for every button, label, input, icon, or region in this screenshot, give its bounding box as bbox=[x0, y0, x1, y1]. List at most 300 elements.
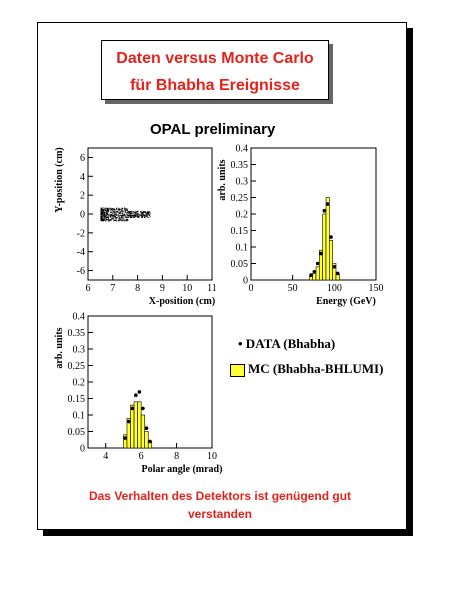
polar-ytick-label: 0.35 bbox=[67, 328, 85, 339]
scatter-point bbox=[147, 217, 148, 218]
scatter-point bbox=[114, 208, 115, 209]
scatter-point bbox=[106, 218, 107, 219]
scatter-point bbox=[102, 218, 103, 219]
scatter-point bbox=[127, 219, 128, 220]
scatter-point bbox=[107, 220, 108, 221]
scatter-point bbox=[102, 221, 103, 222]
scatter-point bbox=[128, 217, 129, 218]
scatter-point bbox=[124, 217, 125, 218]
scatter-point bbox=[136, 215, 137, 216]
scatter-point bbox=[127, 217, 128, 218]
scatter-point bbox=[124, 209, 125, 210]
polar-xtick-label: 4 bbox=[103, 451, 109, 462]
scatter-point bbox=[105, 212, 106, 213]
scatter-point bbox=[132, 213, 133, 214]
scatter-point bbox=[102, 217, 103, 218]
scatter-point bbox=[133, 217, 134, 218]
scatter-point bbox=[125, 211, 126, 212]
scatter-ylabel: Y-position (cm) bbox=[54, 147, 65, 213]
polar-ytick-label: 0 bbox=[80, 443, 85, 455]
scatter-point bbox=[135, 211, 136, 212]
polar-xtick-label: 6 bbox=[138, 451, 144, 462]
scatter-point bbox=[146, 215, 147, 216]
scatter-point bbox=[148, 213, 149, 214]
scatter-point bbox=[132, 215, 133, 216]
scatter-point bbox=[110, 215, 111, 216]
scatter-point bbox=[143, 214, 144, 215]
scatter-point bbox=[109, 219, 110, 220]
scatter-point bbox=[112, 216, 113, 217]
scatter-xlabel: X-position (cm) bbox=[148, 296, 216, 307]
scatter-point bbox=[113, 218, 114, 219]
polar-ytick-label: 0.4 bbox=[72, 311, 85, 323]
scatter-point bbox=[112, 209, 113, 210]
scatter-point bbox=[103, 215, 104, 216]
energy-data-point bbox=[333, 265, 337, 269]
scatter-point bbox=[103, 215, 104, 216]
scatter-point bbox=[104, 219, 105, 220]
scatter-point bbox=[130, 212, 131, 213]
scatter-point bbox=[145, 214, 146, 215]
scatter-ytick-label: -4 bbox=[76, 247, 85, 259]
scatter-point bbox=[111, 208, 112, 209]
scatter-point bbox=[126, 208, 127, 209]
scatter-point bbox=[103, 207, 104, 208]
energy-data-point bbox=[326, 202, 330, 206]
energy-plot-frame bbox=[251, 148, 376, 280]
scatter-point bbox=[128, 220, 129, 221]
scatter-point bbox=[107, 219, 108, 220]
polar-mc-bar bbox=[141, 415, 145, 448]
scatter-point bbox=[118, 217, 119, 218]
scatter-point bbox=[119, 219, 120, 220]
scatter-point bbox=[138, 214, 139, 215]
scatter-point bbox=[125, 212, 126, 213]
scatter-point bbox=[120, 211, 121, 212]
energy-ytick-label: 0.1 bbox=[235, 242, 248, 254]
scatter-point bbox=[114, 212, 115, 213]
polar-data-point bbox=[123, 436, 127, 440]
scatter-point bbox=[100, 217, 101, 218]
polar-ylabel: arb. units bbox=[54, 327, 65, 369]
scatter-point bbox=[144, 217, 145, 218]
scatter-point bbox=[130, 214, 131, 215]
scatter-point bbox=[101, 211, 102, 212]
scatter-point bbox=[128, 213, 129, 214]
scatter-point bbox=[119, 209, 120, 210]
footer-text bbox=[70, 487, 370, 523]
scatter-point bbox=[127, 214, 128, 215]
scatter-point bbox=[120, 220, 121, 221]
scatter-point bbox=[126, 219, 127, 220]
scatter-point bbox=[116, 210, 117, 211]
energy-data-point bbox=[329, 235, 333, 239]
scatter-point bbox=[150, 216, 151, 217]
energy-ytick-label: 0.3 bbox=[235, 176, 248, 188]
scatter-xtick-label: 9 bbox=[159, 283, 165, 294]
scatter-point bbox=[122, 217, 123, 218]
scatter-ytick-label: 4 bbox=[80, 171, 85, 183]
polar-ytick-label: 0.15 bbox=[67, 394, 85, 405]
polar-mc-bar bbox=[138, 402, 142, 448]
scatter-point bbox=[116, 219, 117, 220]
scatter-point bbox=[134, 215, 135, 216]
scatter-point bbox=[100, 218, 101, 219]
scatter-point bbox=[106, 213, 107, 214]
scatter-point bbox=[117, 211, 118, 212]
scatter-point bbox=[107, 209, 108, 210]
scatter-point bbox=[127, 210, 128, 211]
scatter-point bbox=[122, 213, 123, 214]
scatter-point bbox=[113, 216, 114, 217]
scatter-point bbox=[143, 212, 144, 213]
scatter-point bbox=[112, 215, 113, 216]
scatter-xtick-label: 10 bbox=[182, 283, 193, 294]
scatter-point bbox=[107, 214, 108, 215]
scatter-point bbox=[107, 217, 108, 218]
energy-ytick-label: 0 bbox=[243, 275, 248, 287]
scatter-point bbox=[120, 212, 121, 213]
scatter-ytick-label: -2 bbox=[76, 228, 85, 240]
scatter-point bbox=[114, 210, 115, 211]
scatter-point bbox=[113, 219, 114, 220]
scatter-point bbox=[150, 214, 151, 215]
scatter-point bbox=[108, 218, 109, 219]
scatter-point bbox=[105, 221, 106, 222]
scatter-point bbox=[146, 217, 147, 218]
scatter-point bbox=[148, 212, 149, 213]
scatter-point bbox=[109, 208, 110, 209]
scatter-point bbox=[125, 210, 126, 211]
scatter-point bbox=[115, 217, 116, 218]
scatter-point bbox=[120, 219, 121, 220]
polar-ytick-label: 0.2 bbox=[72, 377, 85, 389]
scatter-point bbox=[131, 212, 132, 213]
scatter-point bbox=[120, 215, 121, 216]
scatter-point bbox=[141, 216, 142, 217]
scatter-point bbox=[123, 213, 124, 214]
scatter-point bbox=[124, 214, 125, 215]
scatter-point bbox=[108, 216, 109, 217]
energy-xtick-label: 0 bbox=[248, 283, 254, 294]
scatter-point bbox=[134, 217, 135, 218]
scatter-point bbox=[114, 217, 115, 218]
scatter-point bbox=[119, 208, 120, 209]
scatter-point bbox=[135, 215, 136, 216]
scatter-point bbox=[128, 215, 129, 216]
scatter-point bbox=[142, 217, 143, 218]
scatter-point bbox=[108, 217, 109, 218]
energy-ytick-label: 0.25 bbox=[230, 193, 248, 204]
scatter-point bbox=[118, 218, 119, 219]
scatter-xtick-label: 7 bbox=[110, 283, 116, 294]
energy-data-point bbox=[313, 270, 317, 274]
scatter-point bbox=[120, 209, 121, 210]
scatter-point bbox=[118, 214, 119, 215]
scatter-point bbox=[106, 214, 107, 215]
footer-line-2: verstanden bbox=[187, 507, 253, 521]
scatter-point bbox=[149, 217, 150, 218]
scatter-point bbox=[141, 212, 142, 213]
scatter-point bbox=[111, 212, 112, 213]
scatter-point bbox=[105, 216, 106, 217]
scatter-point bbox=[113, 212, 114, 213]
footer-line-1: Das Verhalten des Detektors ist genügend gut bbox=[88, 489, 352, 503]
scatter-point bbox=[122, 209, 123, 210]
scatter-point bbox=[113, 211, 114, 212]
scatter-xtick-label: 8 bbox=[135, 283, 141, 294]
scatter-point bbox=[131, 216, 132, 217]
scatter-point bbox=[141, 212, 142, 213]
scatter-point bbox=[119, 215, 120, 216]
polar-ytick-label: 0.1 bbox=[72, 410, 85, 422]
scatter-point bbox=[130, 215, 131, 216]
scatter-point bbox=[102, 213, 103, 214]
title-line-2: für Bhabha Ereignisse bbox=[130, 77, 300, 94]
scatter-point bbox=[107, 212, 108, 213]
energy-xtick-label: 150 bbox=[368, 283, 384, 294]
scatter-point bbox=[100, 213, 101, 214]
scatter-point bbox=[116, 213, 117, 214]
polar-ytick-label: 0.25 bbox=[67, 361, 85, 372]
scatter-point bbox=[104, 220, 105, 221]
scatter-point bbox=[120, 213, 121, 214]
scatter-point bbox=[112, 218, 113, 219]
scatter-point bbox=[109, 214, 110, 215]
scatter-point bbox=[123, 220, 124, 221]
scatter-point bbox=[115, 214, 116, 215]
title-line-1: Daten versus Monte Carlo bbox=[116, 50, 314, 67]
energy-mc-bar bbox=[309, 277, 312, 280]
scatter-point bbox=[113, 213, 114, 214]
scatter-point bbox=[130, 216, 131, 217]
scatter-point bbox=[133, 211, 134, 212]
scatter-point bbox=[125, 220, 126, 221]
scatter-point bbox=[116, 211, 117, 212]
scatter-point bbox=[137, 214, 138, 215]
scatter-point bbox=[101, 209, 102, 210]
scatter-point bbox=[106, 215, 107, 216]
scatter-point bbox=[148, 217, 149, 218]
scatter-point bbox=[146, 214, 147, 215]
scatter-point bbox=[134, 212, 135, 213]
scatter-point bbox=[149, 213, 150, 214]
scatter-point bbox=[127, 212, 128, 213]
scatter-point bbox=[136, 212, 137, 213]
polar-mc-bar bbox=[134, 402, 138, 448]
energy-xtick-label: 100 bbox=[326, 283, 342, 294]
scatter-ytick-label: 2 bbox=[80, 190, 85, 202]
scatter-point bbox=[150, 212, 151, 213]
scatter-point bbox=[135, 212, 136, 213]
scatter-point bbox=[122, 220, 123, 221]
scatter-point bbox=[103, 213, 104, 214]
scatter-point bbox=[118, 209, 119, 210]
energy-mc-bar bbox=[323, 214, 326, 280]
scatter-point bbox=[108, 219, 109, 220]
scatter-point bbox=[108, 210, 109, 211]
energy-ylabel: arb. units bbox=[217, 159, 228, 201]
scatter-point bbox=[125, 216, 126, 217]
scatter-point bbox=[135, 216, 136, 217]
scatter-point bbox=[113, 209, 114, 210]
scatter-point bbox=[131, 211, 132, 212]
scatter-point bbox=[110, 220, 111, 221]
scatter-point bbox=[130, 217, 131, 218]
scatter-point bbox=[145, 212, 146, 213]
scatter-point bbox=[110, 220, 111, 221]
energy-ytick-label: 0.35 bbox=[230, 160, 248, 171]
scatter-point bbox=[140, 211, 141, 212]
scatter-point bbox=[115, 220, 116, 221]
scatter-point bbox=[119, 212, 120, 213]
scatter-point bbox=[117, 209, 118, 210]
chart-subtitle: OPAL preliminary bbox=[150, 121, 276, 138]
scatter-point bbox=[142, 213, 143, 214]
scatter-point bbox=[121, 218, 122, 219]
scatter-point bbox=[103, 213, 104, 214]
scatter-point bbox=[102, 219, 103, 220]
polar-ytick-label: 0.3 bbox=[72, 344, 85, 356]
scatter-point bbox=[118, 221, 119, 222]
polar-mc-bar bbox=[145, 432, 149, 449]
scatter-point bbox=[122, 215, 123, 216]
scatter-point bbox=[119, 217, 120, 218]
scatter-point bbox=[101, 216, 102, 217]
scatter-xtick-label: 11 bbox=[207, 283, 217, 294]
scatter-point bbox=[103, 211, 104, 212]
energy-ytick-label: 0.15 bbox=[230, 226, 248, 237]
scatter-point bbox=[122, 216, 123, 217]
energy-mc-bar bbox=[313, 273, 316, 280]
scatter-point bbox=[127, 216, 128, 217]
scatter-point bbox=[106, 210, 107, 211]
scatter-point bbox=[114, 209, 115, 210]
scatter-point bbox=[106, 215, 107, 216]
scatter-point bbox=[140, 214, 141, 215]
scatter-point bbox=[118, 215, 119, 216]
scatter-point bbox=[101, 214, 102, 215]
scatter-point bbox=[126, 213, 127, 214]
scatter-point bbox=[144, 215, 145, 216]
scatter-point bbox=[124, 211, 125, 212]
energy-xlabel: Energy (GeV) bbox=[316, 296, 376, 307]
scatter-point bbox=[142, 216, 143, 217]
scatter-point bbox=[124, 215, 125, 216]
scatter-point bbox=[124, 208, 125, 209]
scatter-point bbox=[110, 219, 111, 220]
scatter-point bbox=[108, 214, 109, 215]
polar-data-point bbox=[134, 393, 138, 397]
scatter-point bbox=[104, 215, 105, 216]
scatter-point bbox=[139, 216, 140, 217]
scatter-point bbox=[149, 215, 150, 216]
polar-data-point bbox=[145, 426, 149, 430]
scatter-point bbox=[141, 217, 142, 218]
energy-ytick-label: 0.4 bbox=[235, 143, 248, 155]
scatter-point bbox=[111, 209, 112, 210]
scatter-point bbox=[132, 215, 133, 216]
scatter-point bbox=[137, 217, 138, 218]
scatter-point bbox=[122, 211, 123, 212]
scatter-point bbox=[114, 211, 115, 212]
energy-data-point bbox=[323, 209, 327, 213]
scatter-point bbox=[139, 215, 140, 216]
scatter-point bbox=[102, 208, 103, 209]
scatter-point bbox=[104, 217, 105, 218]
scatter-point bbox=[102, 209, 103, 210]
scatter-point bbox=[111, 218, 112, 219]
scatter-point bbox=[117, 208, 118, 209]
scatter-point bbox=[120, 219, 121, 220]
polar-mc-bar bbox=[131, 405, 135, 448]
scatter-point bbox=[112, 219, 113, 220]
polar-data-point bbox=[138, 390, 142, 394]
scatter-point bbox=[141, 215, 142, 216]
scatter-point bbox=[142, 214, 143, 215]
scatter-point bbox=[109, 209, 110, 210]
scatter-point bbox=[110, 208, 111, 209]
scatter-point bbox=[119, 218, 120, 219]
scatter-point bbox=[107, 216, 108, 217]
scatter-point bbox=[125, 220, 126, 221]
scatter-point bbox=[147, 213, 148, 214]
scatter-point bbox=[123, 211, 124, 212]
scatter-point bbox=[146, 212, 147, 213]
polar-ytick-label: 0.05 bbox=[67, 427, 85, 438]
scatter-point bbox=[123, 218, 124, 219]
scatter-point bbox=[107, 213, 108, 214]
polar-data-point bbox=[148, 440, 152, 444]
scatter-point bbox=[138, 213, 139, 214]
scatter-point bbox=[129, 215, 130, 216]
energy-data-point bbox=[309, 273, 313, 277]
scatter-point bbox=[108, 212, 109, 213]
energy-data-point bbox=[316, 262, 320, 266]
scatter-point bbox=[116, 221, 117, 222]
polar-xtick-label: 10 bbox=[207, 451, 217, 462]
scatter-point bbox=[101, 208, 102, 209]
scatter-point bbox=[115, 212, 116, 213]
scatter-point bbox=[126, 210, 127, 211]
scatter-point bbox=[142, 212, 143, 213]
scatter-point bbox=[145, 211, 146, 212]
scatter-point bbox=[139, 217, 140, 218]
polar-data-point bbox=[127, 420, 131, 424]
scatter-point bbox=[111, 214, 112, 215]
scatter-point bbox=[122, 212, 123, 213]
scatter-ytick-label: 6 bbox=[80, 152, 85, 164]
scatter-point bbox=[105, 210, 106, 211]
scatter-point bbox=[131, 217, 132, 218]
scatter-point bbox=[142, 211, 143, 212]
scatter-point bbox=[119, 210, 120, 211]
scatter-point bbox=[119, 215, 120, 216]
energy-ytick-label: 0.2 bbox=[235, 209, 248, 221]
scatter-point bbox=[101, 218, 102, 219]
scatter-point bbox=[124, 219, 125, 220]
scatter-point bbox=[125, 212, 126, 213]
scatter-point bbox=[147, 216, 148, 217]
scatter-point bbox=[130, 211, 131, 212]
scatter-point bbox=[137, 211, 138, 212]
energy-mc-bar bbox=[316, 267, 319, 280]
scatter-point bbox=[140, 215, 141, 216]
scatter-point bbox=[131, 213, 132, 214]
scatter-point bbox=[145, 215, 146, 216]
scatter-point bbox=[101, 211, 102, 212]
scatter-point bbox=[115, 216, 116, 217]
